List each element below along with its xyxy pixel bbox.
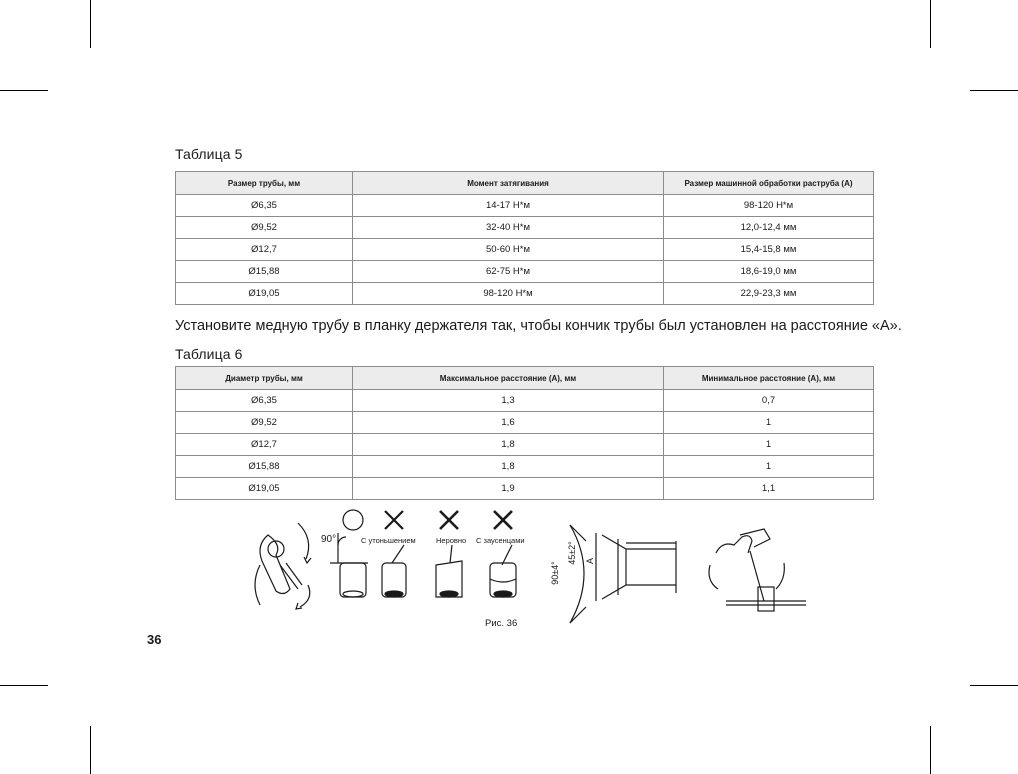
table5 xyxy=(175,171,874,305)
table-cell: 15,4-15,8 мм xyxy=(664,239,874,261)
table-cell: 98-120 Н*м xyxy=(664,195,874,217)
table-row xyxy=(176,261,874,283)
table-row xyxy=(176,239,874,261)
table-cell: 12,0-12,4 мм xyxy=(664,217,874,239)
dimension-a-label: A xyxy=(585,557,596,565)
table-header: Минимальное расстояние (A), мм xyxy=(664,367,874,390)
table-cell: Ø15,88 xyxy=(176,261,353,283)
table-cell: Ø19,05 xyxy=(176,283,353,305)
cut-pipe-uneven-icon xyxy=(436,545,462,597)
table-cell: 1,3 xyxy=(353,390,664,412)
page-number: 36 xyxy=(147,632,162,647)
angle-label: 90° xyxy=(321,534,337,545)
cut-pipe-burred-icon xyxy=(490,545,516,597)
crop-mark xyxy=(930,726,931,774)
pipe-thinned-label: С утоньшением xyxy=(361,536,416,545)
table-row xyxy=(176,217,874,239)
table-row xyxy=(176,390,874,412)
crop-mark xyxy=(970,90,1018,91)
flare-angle-90-label: 90±4° xyxy=(549,561,560,585)
table-cell: 1,8 xyxy=(353,434,664,456)
table-cell: 98-120 Н*м xyxy=(353,283,664,305)
figure-caption: Рис. 36 xyxy=(485,618,518,629)
table-cell: 1,1 xyxy=(664,478,874,500)
table-cell: Ø12,7 xyxy=(176,434,353,456)
table-cell: Ø9,52 xyxy=(176,412,353,434)
table-header: Размер машинной обработки раструба (A) xyxy=(664,172,874,195)
table-header: Момент затягивания xyxy=(353,172,664,195)
crop-mark xyxy=(0,90,48,91)
pipe-cutter-icon xyxy=(255,523,311,609)
table-cell: Ø19,05 xyxy=(176,478,353,500)
table-cell: Ø15,88 xyxy=(176,456,353,478)
table-cell: 18,6-19,0 мм xyxy=(664,261,874,283)
table-cell: 1 xyxy=(664,456,874,478)
wrong-mark-icon xyxy=(494,511,512,529)
table-cell: 1 xyxy=(664,412,874,434)
flare-angle-45-label: 45±2° xyxy=(566,541,577,565)
table-row xyxy=(176,478,874,500)
cut-pipe-thinned-icon xyxy=(382,545,406,597)
table-header: Максимальное расстояние (A), мм xyxy=(353,367,664,390)
pipe-uneven-label: Неровно xyxy=(436,536,467,545)
crop-mark xyxy=(970,685,1018,686)
table-header-row xyxy=(176,367,874,390)
table-header: Диаметр трубы, мм xyxy=(176,367,353,390)
table-row xyxy=(176,195,874,217)
table-cell: 22,9-23,3 мм xyxy=(664,283,874,305)
table-row xyxy=(176,412,874,434)
crop-mark xyxy=(90,726,91,774)
pipe-burred-label: С заусенцами xyxy=(476,536,525,545)
table-cell: Ø9,52 xyxy=(176,217,353,239)
table-row xyxy=(176,283,874,305)
table5-caption: Таблица 5 xyxy=(175,146,243,162)
table-header-row xyxy=(176,172,874,195)
table6 xyxy=(175,366,874,500)
crop-mark xyxy=(90,0,91,48)
flare-profile-icon xyxy=(570,525,676,623)
table-cell: 0,7 xyxy=(664,390,874,412)
table-header: Размер трубы, мм xyxy=(176,172,353,195)
table-cell: 50-60 Н*м xyxy=(353,239,664,261)
table-cell: Ø6,35 xyxy=(176,195,353,217)
table-cell: 14-17 Н*м xyxy=(353,195,664,217)
table-cell: Ø12,7 xyxy=(176,239,353,261)
table-cell: Ø6,35 xyxy=(176,390,353,412)
table-row xyxy=(176,434,874,456)
flaring-tool-icon xyxy=(709,529,806,611)
crop-mark xyxy=(930,0,931,48)
wrong-mark-icon xyxy=(385,511,403,529)
instruction-text: Установите медную трубу в планку держателя так, чтобы кончик трубы был установлен на расстояние «А». xyxy=(175,318,902,334)
table-cell: 32-40 Н*м xyxy=(353,217,664,239)
table6-caption: Таблица 6 xyxy=(175,346,243,362)
ok-mark-icon xyxy=(343,510,363,530)
crop-mark xyxy=(0,685,48,686)
table-cell: 1 xyxy=(664,434,874,456)
wrong-mark-icon xyxy=(440,511,458,529)
table-cell: 1,6 xyxy=(353,412,664,434)
table-cell: 62-75 Н*м xyxy=(353,261,664,283)
flaring-figure xyxy=(240,505,820,630)
table-row xyxy=(176,456,874,478)
table-cell: 1,9 xyxy=(353,478,664,500)
table-cell: 1,8 xyxy=(353,456,664,478)
